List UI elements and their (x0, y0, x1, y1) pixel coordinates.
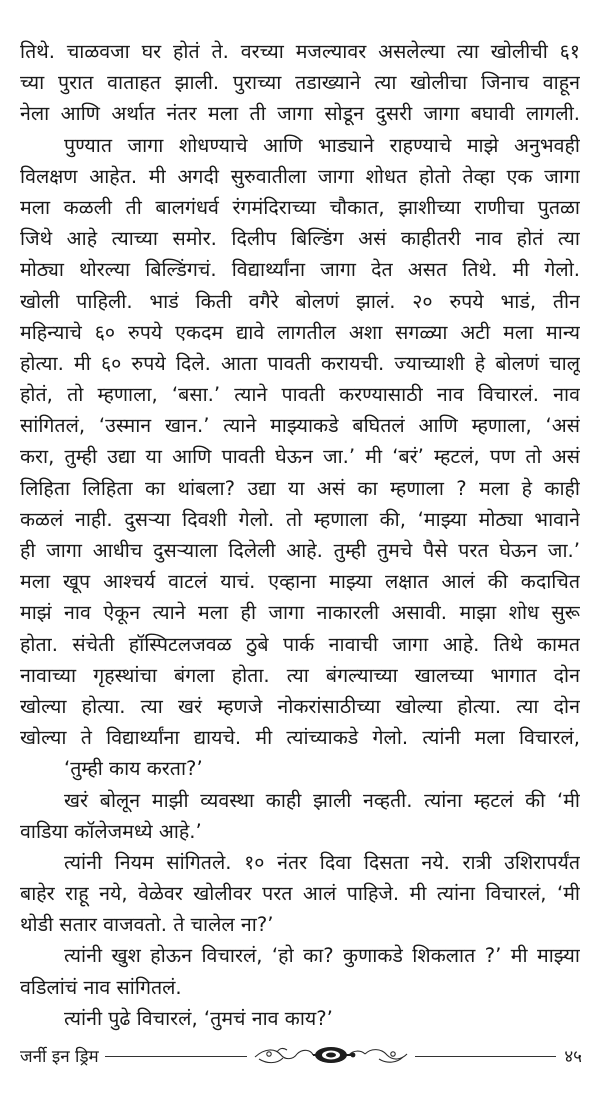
page-number: ४५ (564, 1046, 582, 1067)
text-line: होता. संचेती हॉस्पिटलजवळ ठुबे पार्क नावाची जागा आहे. तिथे कामत (20, 632, 580, 656)
text-line: मोठ्या थोरल्या बिल्डिंगचं. विद्यार्थ्यांना जागा देत असत तिथे. मी गेलो. (20, 258, 580, 282)
text-line: माझं नाव ऐकून त्याने मला ही जागा नाकारली असावी. माझा शोध सुरू (20, 601, 580, 625)
text-line: त्यांनी खुश होऊन विचारलं, ‘हो का? कुणाकडे शिकलात ?’ मी माझ्या (64, 944, 580, 968)
sitar-ornament-icon (247, 1042, 415, 1068)
body-text (20, 36, 580, 1034)
text-line: सांगितलं, ‘उस्मान खान.’ त्याने माझ्याकडे बघितलं आणि म्हणाला, ‘असं (20, 414, 580, 438)
text-line: बाहेर राहू नये, वेळेवर खोलीवर परत आलं पाहिजे. मी त्यांना विचारलं, ‘मी (20, 882, 580, 906)
text-line: तिथे. चाळवजा घर होतं ते. वरच्या मजल्यावर असलेल्या त्या खोलीची ६१ (20, 40, 580, 63)
text-line: जिथे आहे त्याच्या समोर. दिलीप बिल्डिंग असं काहीतरी नाव होतं त्या (20, 227, 580, 251)
text-line: होतं, तो म्हणाला, ‘बसा.’ त्याने पावती करण्यासाठी नाव विचारलं. नाव (20, 383, 580, 407)
text-line: मला कळली ती बालगंधर्व रंगमंदिराच्या चौकात, झाशीच्या राणीचा पुतळा (20, 195, 580, 219)
text-line: त्यांनी पुढे विचारलं, ‘तुमचं नाव काय?’ (64, 1006, 333, 1030)
text-line: मला खूप आश्चर्य वाटलं याचं. एव्हाना माझ्या लक्षात आलं की कदाचित (20, 570, 580, 594)
text-line: पुण्यात जागा शोधण्याचे आणि भाड्याने राहण्याचे माझे अनुभवही (64, 133, 580, 157)
text-line: वडिलांचं नाव सांगितलं. (20, 975, 182, 999)
footer-rule-left (105, 1056, 247, 1057)
text-line: कळलं नाही. दुसऱ्या दिवशी गेलो. तो म्हणाला की, ‘माझ्या मोठ्या भावाने (20, 507, 580, 531)
text-line: त्यांनी नियम सांगितले. १० नंतर दिवा दिसता नये. रात्री उशिरापर्यंत (64, 850, 580, 874)
text-line: लिहिता लिहिता का थांबला? उद्या या असं का म्हणाला ? मला हे काही (20, 476, 580, 500)
text-line: थोडी सतार वाजवतो. ते चालेल ना?’ (20, 913, 274, 937)
text-line: खोल्या ते विद्यार्थ्यांना द्यायचे. मी त्यांच्याकडे गेलो. त्यांनी मला विचारलं, (20, 726, 580, 750)
text-line: महिन्याचे ६० रुपये एकदम द्यावे लागतील अशा सगळ्या अटी मला मान्य (20, 320, 580, 344)
text-line: नावाच्या गृहस्थांचा बंगला होता. त्या बंगल्याच्या खालच्या भागात दोन (20, 663, 580, 687)
text-line: ही जागा आधीच दुसऱ्याला दिलेली आहे. तुम्ही तुमचे पैसे परत घेऊन जा.’ (20, 539, 580, 562)
footer-rule-right (415, 1056, 557, 1057)
text-line: विलक्षण आहेत. मी अगदी सुरुवातीला जागा शोधत होतो तेव्हा एक जागा (20, 164, 580, 188)
text-line: करा, तुम्ही उद्या या आणि पावती घेऊन जा.’ मी ‘बरं’ म्हटलं, पण तो असं (20, 445, 580, 469)
book-title: जर्नी इन ड्रिम (20, 1046, 99, 1067)
text-line: च्या पुरात वाताहत झाली. पुराच्या तडाख्याने त्या खोलीचा जिनाच वाहून (20, 71, 580, 95)
text-line: खरं बोलून माझी व्यवस्था काही झाली नव्हती. त्यांना म्हटलं की ‘मी (64, 788, 580, 812)
text-line: नेला आणि अर्थात नंतर मला ती जागा सोडून दुसरी जागा बघावी लागली. (20, 102, 580, 126)
text-line: ‘तुम्ही काय करता?’ (64, 757, 203, 781)
text-line: वाडिया कॉलेजमध्ये आहे.’ (20, 819, 202, 843)
text-line: होत्या. मी ६० रुपये दिले. आता पावती करायची. ज्याच्याशी हे बोलणं चालू (20, 351, 580, 375)
text-line: खोली पाहिली. भाडं किती वगैरे बोलणं झालं. २० रुपये भाडं, तीन (20, 289, 580, 313)
text-line: खोल्या होत्या. त्या खरं म्हणजे नोकरांसाठीच्या खोल्या होत्या. त्या दोन (20, 694, 580, 718)
page-footer (20, 1042, 582, 1068)
